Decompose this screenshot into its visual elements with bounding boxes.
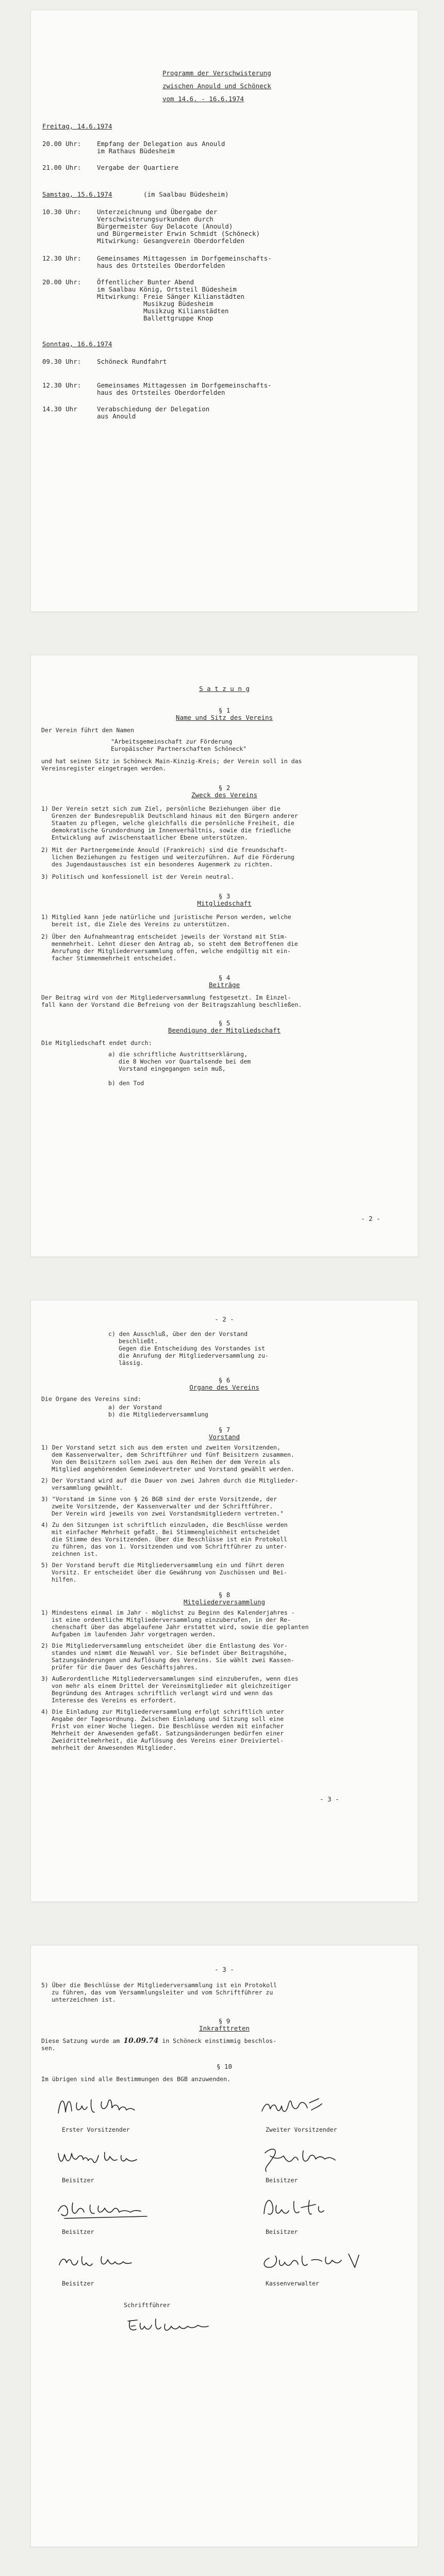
statute-line: unterzeichnen ist. bbox=[52, 1996, 116, 2003]
association-name: "Arbeitsgemeinschaft zur Förderung bbox=[111, 738, 233, 745]
statute-line: Vorsitz. Er entscheidet über die Gewährung von Zuschüssen und Bei- bbox=[52, 1569, 287, 1576]
statute-line: Von den Beisitzern sollen zwei aus den Reihen der dem Verein als bbox=[52, 1458, 281, 1466]
signature-label: Beisitzer bbox=[62, 2228, 94, 2235]
section-10-number: § 10 bbox=[216, 2063, 233, 2070]
sat-1-time: 10.30 Uhr: bbox=[42, 208, 81, 216]
sat-3-text: Mitwirkung: Freie Sänger Kilianstädten bbox=[97, 293, 244, 300]
signature-label: Kassenverwalter bbox=[266, 2280, 319, 2287]
statute-line: und hat seinen Sitz in Schöneck Main-Kinzig-Kreis; der Verein soll in das bbox=[41, 758, 302, 765]
sat-1-text: Mitwirkung: Gesangverein Oberdorfelden bbox=[97, 237, 244, 245]
sun-3-text: Verabschiedung der Delegation bbox=[97, 405, 210, 413]
fri-2-text: Vergabe der Quartiere bbox=[97, 164, 179, 171]
statute-line: c) den Ausschluß, über den der Vorstand bbox=[108, 1330, 248, 1338]
statute-line: Interesse des Vereins es erfordert. bbox=[52, 1697, 177, 1704]
statute-line: versammlung gewählt. bbox=[52, 1484, 123, 1491]
statute-line: ist eine ordentliche Mitgliederversammlung einzuberufen, in der Re- bbox=[52, 1616, 291, 1623]
sat-3-text: Ballettgruppe Knop bbox=[143, 314, 213, 322]
statute-line: a) die schriftliche Austrittserklärung, bbox=[108, 1051, 248, 1058]
signature-label: Zweiter Vorsitzender bbox=[266, 2126, 337, 2133]
statute-line: Der Verein wird jeweils von zwei Vorstandsmitgliedern vertreten." bbox=[52, 1510, 284, 1517]
program-title-2: zwischen Anould und Schöneck bbox=[162, 82, 271, 90]
sun-1-text: Schöneck Rundfahrt bbox=[97, 358, 167, 365]
sun-3-text: aus Anould bbox=[97, 412, 136, 420]
friday-heading: Freitag, 14.6.1974 bbox=[42, 122, 112, 130]
statute-line: Vereinsregister eingetragen werden. bbox=[41, 765, 167, 772]
statute-line: zu führen, das von 1. Vorsitzenden und vom Schriftführer zu unter- bbox=[52, 1543, 287, 1550]
statute-line bbox=[41, 2037, 276, 2044]
statute-line: 2) Mit der Partnergemeinde Anould (Frankreich) sind die freundschaft- bbox=[41, 846, 288, 854]
statute-line: Der Verein führt den Namen bbox=[41, 727, 135, 734]
statute-line: mehrheit der Anwesenden Mitglieder. bbox=[52, 1744, 177, 1751]
statute-line: zweite Vorsitzende, der Kassenverwalter und der Schriftführer. bbox=[52, 1503, 273, 1510]
section-7-heading: Vorstand bbox=[208, 1433, 240, 1441]
statute-line: zu führen, das vom Versammlungsleiter und vom Schriftführer zu bbox=[52, 1989, 273, 1996]
statute-title: S a t z u n g bbox=[199, 685, 250, 693]
statute-line: Frist von einer Woche liegen. Die Beschlüsse werden mit einfacher bbox=[52, 1722, 284, 1730]
page-2-statute bbox=[31, 655, 418, 1257]
section-3-heading: Mitgliedschaft bbox=[197, 899, 252, 907]
statute-line: Begründung des Antrages schriftlich verlangt wird und wenn das bbox=[52, 1689, 273, 1697]
statute-line: menmehrheit. Lehnt dieser den Antrag ab, so steht dem Betroffenen die bbox=[52, 940, 298, 947]
sat-3-text: Musikzug Kilianstädten bbox=[143, 307, 229, 315]
statute-line: 1) Der Verein setzt sich zum Ziel, persönliche Beziehungen über die bbox=[41, 805, 281, 812]
signature-label: Erster Vorsitzender bbox=[62, 2126, 130, 2133]
statute-text: in Schöneck einstimmig beschlos- bbox=[162, 2037, 276, 2044]
statute-line: facher Stimmenmehrheit entscheidet. bbox=[52, 955, 177, 962]
section-2-heading: Zweck des Vereins bbox=[191, 791, 257, 799]
statute-line: die Anrufung der Mitgliederversammlung zu- bbox=[119, 1352, 269, 1359]
sat-2-time: 12.30 Uhr: bbox=[42, 254, 81, 262]
sat-1-text: und Bürgermeister Erwin Schmidt (Schöneck) bbox=[97, 230, 260, 237]
statute-line: Die Organe des Vereins sind: bbox=[41, 1395, 141, 1403]
signature-label: Beisitzer bbox=[266, 2177, 298, 2184]
sun-2-text: haus des Ortsteiles Oberdorfelden bbox=[97, 389, 225, 396]
statute-line: 1) Mindestens einmal im Jahr - möglichst zu Beginn des Kalenderjahres - bbox=[41, 1609, 295, 1616]
fri-2-time: 21.00 Uhr: bbox=[42, 164, 81, 171]
statute-line: lichen Beziehungen zu festigen und weiterzuführen. Auf die Förderung bbox=[52, 854, 294, 861]
sunday-heading: Sonntag, 16.6.1974 bbox=[42, 340, 112, 348]
section-8-heading: Mitgliederversammlung bbox=[183, 1598, 266, 1606]
statute-line: Der Beitrag wird von der Mitgliederversammlung festgesetzt. Im Einzel- bbox=[41, 994, 291, 1001]
statute-line: hilfen. bbox=[52, 1576, 77, 1583]
signature-label: Beisitzer bbox=[62, 2280, 94, 2287]
page-header: - 3 - bbox=[215, 1966, 234, 1973]
section-4-heading: Beiträge bbox=[208, 981, 240, 989]
statute-line: prüfer für die Dauer des Geschäftsjahres. bbox=[52, 1664, 198, 1671]
program-title-3: vom 14.6. - 16.6.1974 bbox=[162, 95, 244, 103]
page-number: - 3 - bbox=[320, 1795, 339, 1803]
signature-assessor-3 bbox=[54, 2196, 162, 2227]
statute-line: Vorstand eingegangen sein muß, bbox=[119, 1065, 226, 1072]
adoption-date: 10.09.74 bbox=[123, 2037, 159, 2045]
statute-line: bereit ist, die Ziele des Vereins zu unterstützen. bbox=[52, 921, 231, 928]
sun-2-text: Gemeinsames Mittagessen im Dorfgemeinschafts- bbox=[97, 381, 272, 389]
statute-line: mit einfacher Mehrheit gefaßt. Bei Stimmengleichheit entscheidet bbox=[52, 1528, 281, 1536]
section-9-heading: Inkrafttreten bbox=[199, 2024, 250, 2032]
statute-line: 5) Der Vorstand beruft die Mitgliederversammlung ein und führt deren bbox=[41, 1561, 284, 1569]
page-4-signatures bbox=[31, 1945, 418, 2547]
statute-line: fall kann der Vorstand die Befreiung von der Beitragszahlung beschließen. bbox=[41, 1001, 302, 1008]
signature-first-chairman bbox=[54, 2092, 157, 2123]
section-8-number: § 8 bbox=[218, 1591, 231, 1599]
saturday-note: (im Saalbau Büdesheim) bbox=[143, 190, 229, 198]
section-9-number: § 9 bbox=[218, 2017, 231, 2025]
sat-3-time: 20.00 Uhr: bbox=[42, 278, 81, 286]
statute-line: Zweidrittelmehrheit, die Auflösung des Vereins einer Dreiviertel- bbox=[52, 1737, 284, 1744]
section-7-number: § 7 bbox=[218, 1426, 231, 1434]
signature-second-chairman bbox=[258, 2092, 340, 2123]
sat-3-text: Öffentlicher Bunter Abend bbox=[97, 278, 194, 286]
saturday-heading: Samstag, 15.6.1974 bbox=[42, 190, 112, 198]
statute-line: 3) Politisch und konfessionell ist der Verein neutral. bbox=[41, 873, 234, 880]
section-2-number: § 2 bbox=[218, 784, 231, 792]
statute-line: 1) Mitglied kann jede natürliche und juristische Person werden, welche bbox=[41, 913, 291, 921]
statute-line: a) der Vorstand bbox=[108, 1404, 162, 1411]
statute-line: Angabe der Tagesordnung. Zwischen Einladung und Sitzung soll eine bbox=[52, 1715, 284, 1722]
statute-line: b) die Mitgliederversammlung bbox=[108, 1411, 208, 1418]
statute-line: Grenzen der Bundesrepublik Deutschland hinaus mit den Bürgern anderer bbox=[52, 812, 298, 819]
statute-line: sen. bbox=[41, 2044, 56, 2052]
section-1-heading: Name und Sitz des Vereins bbox=[175, 714, 273, 721]
section-4-number: § 4 bbox=[218, 974, 231, 981]
statute-line: 2) Die Mitgliederversammlung entscheidet über die Entlastung des Vor- bbox=[41, 1642, 288, 1649]
statute-line: Entwicklung auf zwischenstaatlicher Ebene unterstützen. bbox=[52, 834, 248, 841]
statute-line: Anrufung der Mitgliederversammlung offen, welche endgültig mit ein- bbox=[52, 947, 291, 955]
statute-line: 3) Außerordentliche Mitgliederversammlungen sind einzuberufen, wenn dies bbox=[41, 1675, 299, 1682]
statute-line: Die Mitgliedschaft endet durch: bbox=[41, 1039, 152, 1046]
statute-line: 4) Zu den Sitzungen ist schriftlich einzuladen, die Beschlüsse werden bbox=[41, 1521, 288, 1528]
signature-assessor-2 bbox=[258, 2142, 361, 2178]
program-title-1: Programm der Verschwisterung bbox=[162, 69, 271, 77]
statute-line: die Stimme des Vorsitzenden. Über die Beschlüsse ist ein Protokoll bbox=[52, 1536, 287, 1543]
sun-1-time: 09.30 Uhr: bbox=[42, 358, 81, 365]
section-3-number: § 3 bbox=[218, 892, 231, 900]
signature-assessor-4 bbox=[258, 2193, 361, 2227]
statute-line: Mehrheit der Anwesenden gefaßt. Satzungsänderungen bedürfen einer bbox=[52, 1730, 284, 1737]
sat-1-text: Verschwisterungsurkunden durch bbox=[97, 215, 213, 223]
sun-2-time: 12.30 Uhr: bbox=[42, 381, 81, 389]
statute-line: des Jugendaustausches ist ein besonderes Augenmerk zu richten. bbox=[52, 861, 273, 868]
signature-assessor-5 bbox=[54, 2247, 157, 2278]
statute-line: die 8 Wochen vor Quartalsende bei dem bbox=[119, 1058, 251, 1065]
signature-label: Schriftführer bbox=[124, 2301, 171, 2309]
signature-secretary bbox=[124, 2311, 237, 2339]
statute-line: 2) Der Vorstand wird auf die Dauer von zwei Jahren durch die Mitglieder- bbox=[41, 1477, 299, 1484]
section-1-number: § 1 bbox=[218, 706, 231, 714]
sat-1-text: Bürgermeister Guy Delacote (Anould) bbox=[97, 222, 233, 230]
sat-3-text: Musikzug Büdesheim bbox=[143, 300, 213, 308]
association-name: Europäischer Partnerschaften Schöneck" bbox=[111, 745, 247, 752]
statute-line: 3) "Vorstand im Sinne von § 26 BGB sind der erste Vorsitzende, der bbox=[41, 1495, 277, 1503]
page-3-statute bbox=[31, 1300, 418, 1902]
statute-text: Diese Satzung wurde am bbox=[41, 2037, 120, 2044]
statute-line: zeichnen ist. bbox=[52, 1550, 98, 1557]
signature-label: Beisitzer bbox=[266, 2228, 298, 2235]
statute-line: b) den Tod bbox=[108, 1080, 144, 1087]
statute-line: 5) Über die Beschlüsse der Mitgliederversammlung ist ein Protokoll bbox=[41, 1982, 277, 1989]
statute-line: 2) Über den Aufnahmeantrag entscheidet jeweils der Vorstand mit Stim- bbox=[41, 933, 288, 940]
statute-line: Staaten zu pflegen, welche gleichfalls die persönliche Freiheit, die bbox=[52, 819, 294, 827]
sat-1-text: Unterzeichnung und Übergabe der bbox=[97, 208, 218, 216]
fri-1-text: im Rathaus Büdesheim bbox=[97, 147, 175, 155]
section-5-heading: Beendigung der Mitgliedschaft bbox=[168, 1026, 281, 1034]
sat-3-text: im Saalbau König, Ortsteil Büdesheim bbox=[97, 285, 237, 293]
signature-label: Beisitzer bbox=[62, 2177, 94, 2184]
sun-3-time: 14.30 Uhr bbox=[42, 405, 77, 413]
statute-line: lässig. bbox=[119, 1359, 144, 1366]
section-6-heading: Organe des Vereins bbox=[189, 1383, 259, 1391]
page-number: - 2 - bbox=[361, 1215, 381, 1222]
fri-1-text: Empfang der Delegation aus Anould bbox=[97, 140, 225, 148]
sat-2-text: Gemeinsames Mittagessen im Dorfgemeinschafts- bbox=[97, 254, 272, 262]
section-5-number: § 5 bbox=[218, 1019, 231, 1027]
statute-line: 1) Der Vorstand setzt sich aus dem ersten und zweiten Vorsitzenden, bbox=[41, 1444, 281, 1451]
statute-line: demokratische Grundordnung im Innenverhältnis, sowie die friedliche bbox=[52, 827, 291, 834]
signature-treasurer bbox=[258, 2245, 371, 2278]
statute-line: Im übrigen sind alle Bestimmungen des BGB anzuwenden. bbox=[41, 2075, 231, 2083]
section-6-number: § 6 bbox=[218, 1376, 231, 1384]
statute-line: 4) Die Einladung zur Mitgliederversammlung erfolgt schriftlich unter bbox=[41, 1708, 284, 1715]
page-header: - 2 - bbox=[215, 1315, 234, 1323]
page-1-program bbox=[31, 10, 418, 611]
signature-assessor-1 bbox=[54, 2144, 157, 2175]
sat-2-text: haus des Ortsteiles Oberdorfelden bbox=[97, 262, 225, 269]
statute-line: Satzungsänderungen und Auflösung des Vereins. Sie wählt zwei Kassen- bbox=[52, 1656, 294, 1664]
fri-1-time: 20.00 Uhr: bbox=[42, 140, 81, 148]
statute-line: dem Kassenverwalter, dem Schriftführer und fünf Beisitzern zusammen. bbox=[52, 1451, 294, 1458]
statute-line: beschließt. bbox=[119, 1338, 158, 1345]
statute-line: chenschaft über das abgelaufene Jahr erstattet wird, sowie die geplanten bbox=[52, 1623, 309, 1631]
statute-line: Gegen die Entscheidung des Vorstandes ist bbox=[119, 1345, 265, 1352]
statute-line: Mitglied angehörenden Gemeindevertreter und Vorstand gewählt werden. bbox=[52, 1466, 294, 1473]
statute-line: Aufgaben im laufenden Jahr vorgetragen werden. bbox=[52, 1631, 216, 1638]
statute-line: von mehr als einem Drittel der Vereinsmitglieder mit gleichzeitiger bbox=[52, 1682, 291, 1689]
statute-line: standes und nimmt die Neuwahl vor. Sie befindet über Beitragshöhe, bbox=[52, 1649, 287, 1656]
